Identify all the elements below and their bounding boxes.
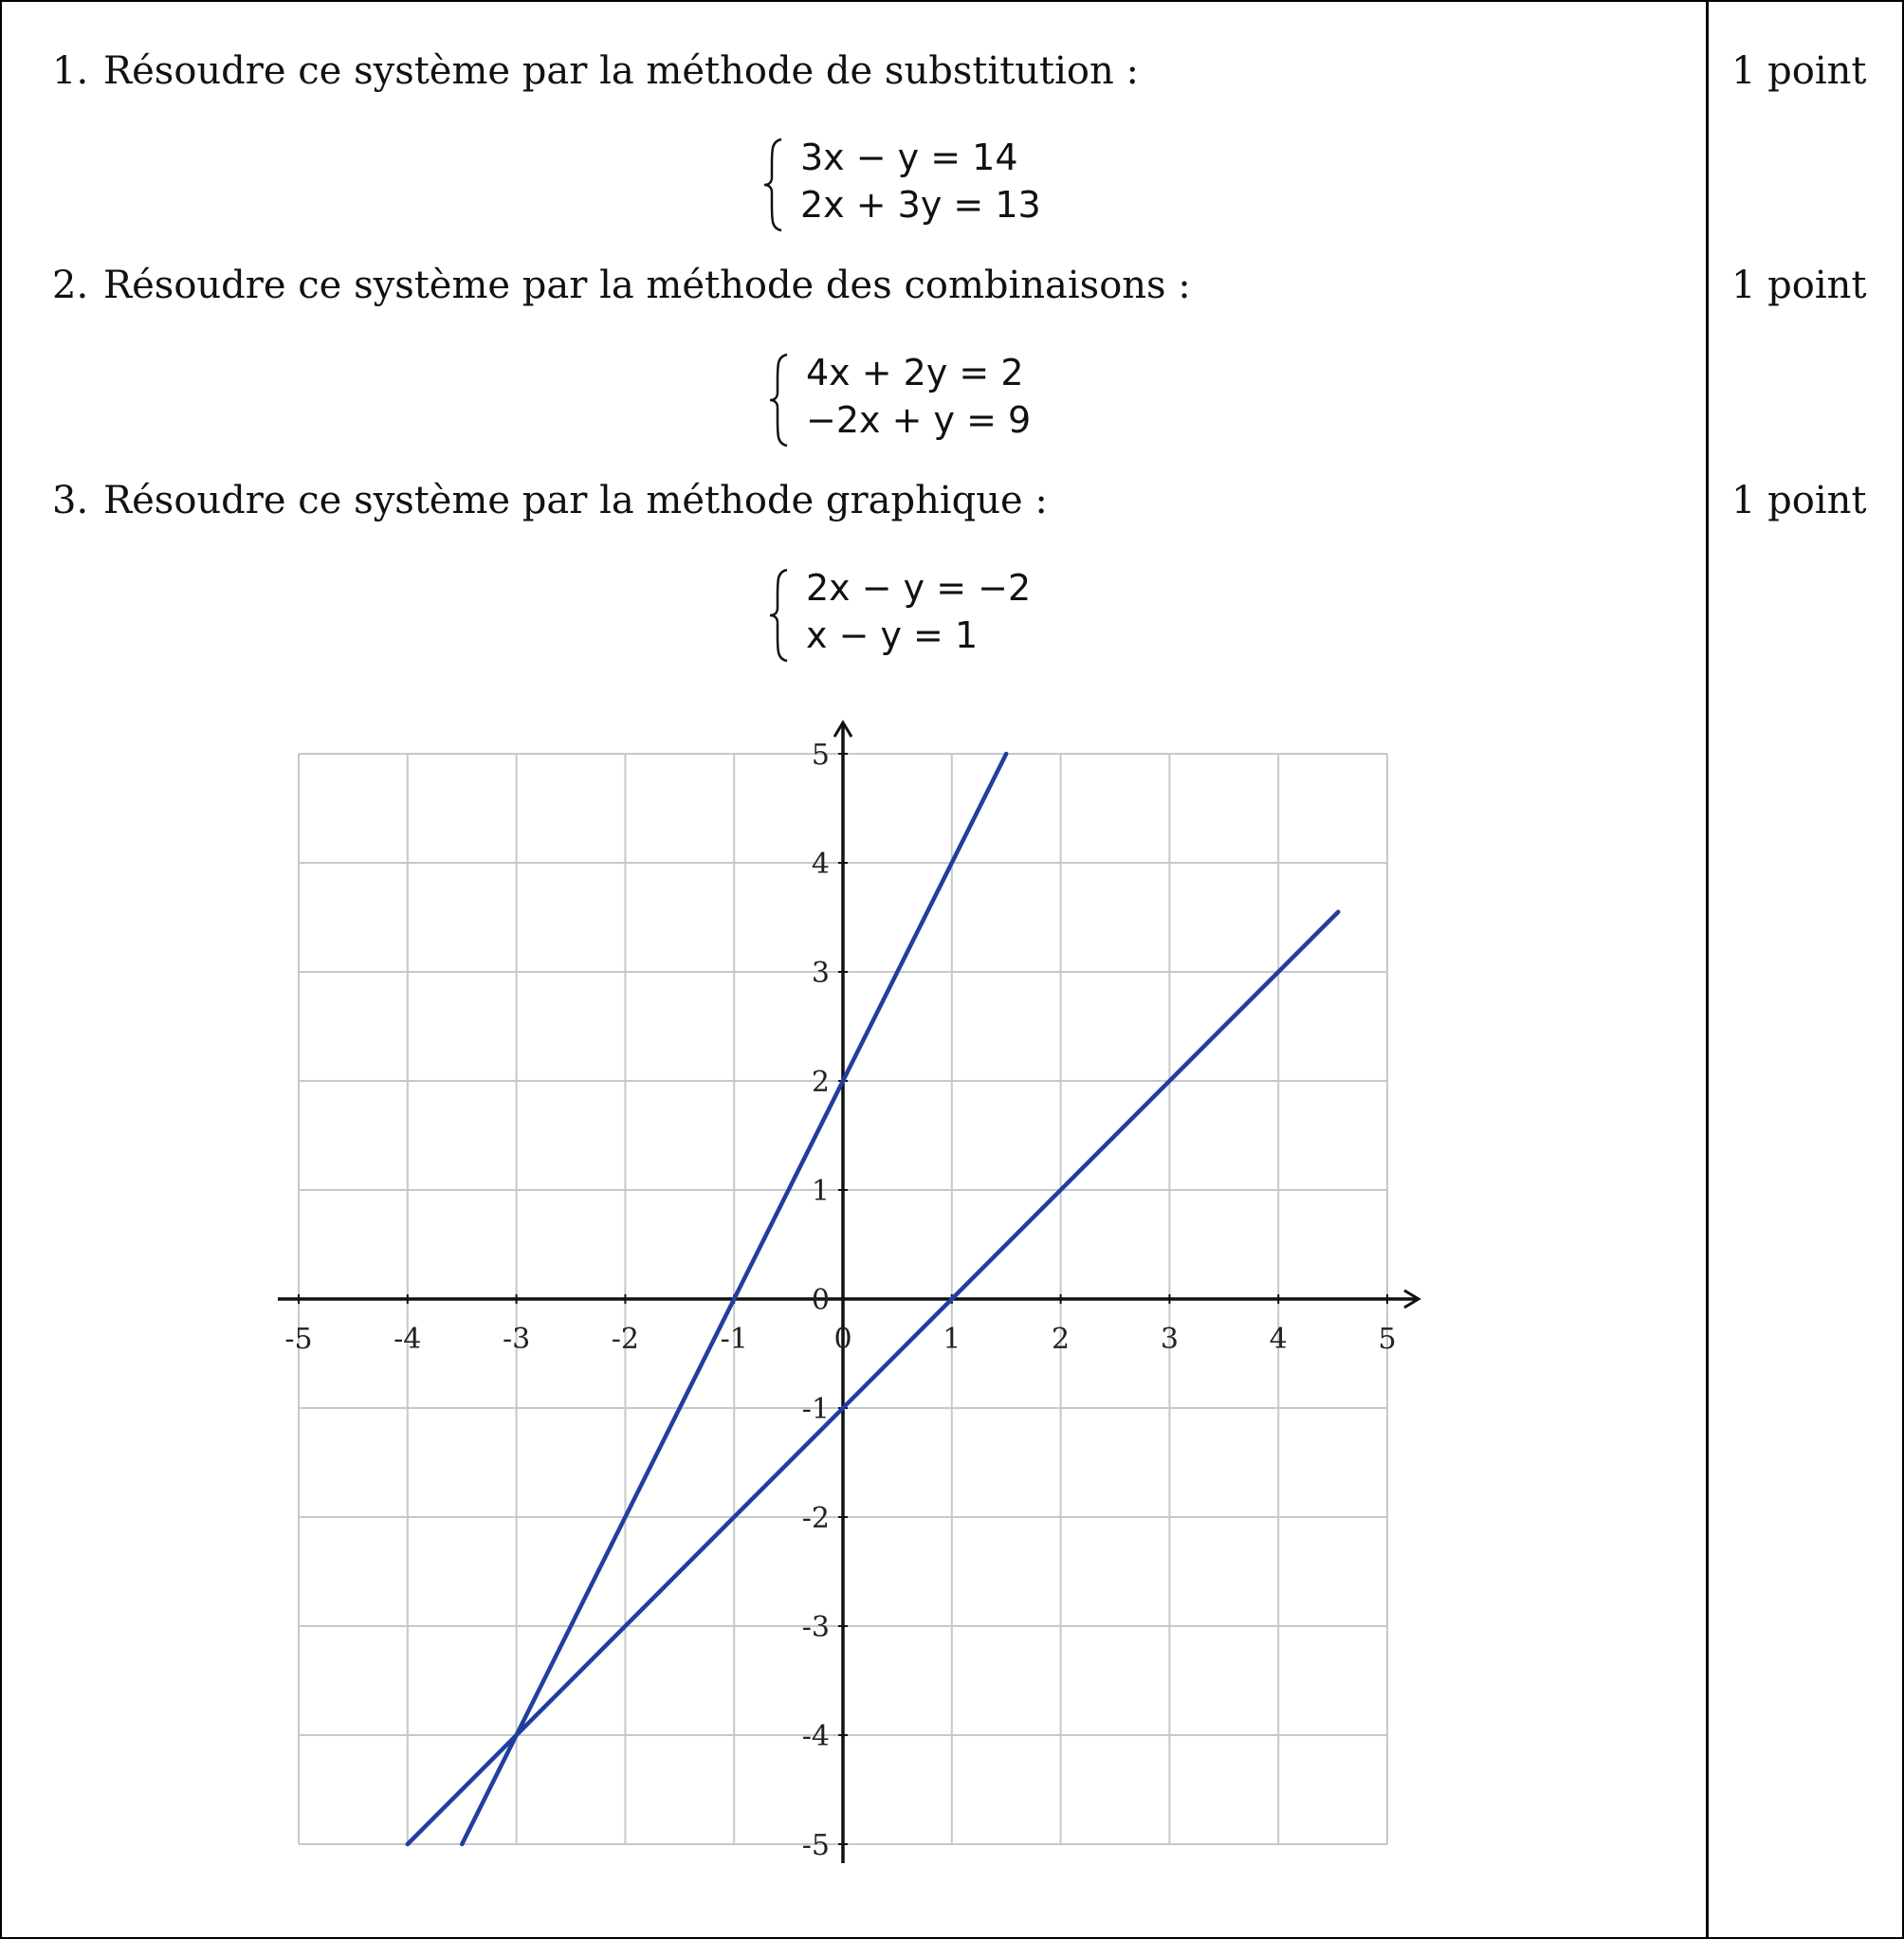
y-tick-label: 1 [811,1175,830,1208]
system-3-equation-2: x − y = 1 [806,614,979,656]
system-2-equation-1: 4x + 2y = 2 [806,352,1024,393]
x-tick-label: 3 [1160,1323,1179,1356]
x-tick-label: 1 [943,1323,961,1356]
system-1-equation-2: 2x + 3y = 13 [800,184,1041,226]
question-1-number: 1. [52,49,89,93]
y-tick-label: 5 [811,739,830,772]
x-tick-label: -1 [720,1323,748,1356]
series-line-2 [408,912,1339,1844]
x-tick-label: 2 [1052,1323,1071,1356]
y-tick-label: 2 [811,1066,830,1099]
x-tick-label: 4 [1269,1323,1288,1356]
question-1-points: 1 point [1731,49,1867,93]
x-tick-label: 5 [1378,1323,1397,1356]
system-2-equation-2: −2x + y = 9 [806,399,1032,441]
question-3-number: 3. [52,479,89,522]
y-tick-label: 3 [811,957,830,990]
x-tick-label: -5 [284,1323,313,1356]
y-tick-label: 0 [811,1284,830,1317]
y-tick-label: -3 [801,1611,830,1644]
y-tick-label: -2 [801,1502,830,1535]
y-tick-label: -4 [801,1720,830,1753]
x-tick-label: -3 [502,1323,531,1356]
y-tick-label: 4 [811,848,830,881]
question-3-points: 1 point [1731,479,1867,522]
question-2-points: 1 point [1731,264,1867,307]
y-tick-label: -1 [801,1393,830,1426]
question-2-number: 2. [52,264,89,307]
question-1-text: Résoudre ce système par la méthode de substitution : [103,49,1139,93]
system-3-equation-1: 2x − y = −2 [806,567,1032,609]
x-tick-label: 0 [833,1323,852,1356]
system-1-equation-1: 3x − y = 14 [800,137,1018,178]
x-tick-label: -4 [394,1323,422,1356]
x-tick-label: -2 [611,1323,640,1356]
question-3-text: Résoudre ce système par la méthode graphique : [103,479,1048,522]
question-2-text: Résoudre ce système par la méthode des combinaisons : [103,264,1191,307]
y-tick-label: -5 [801,1829,830,1862]
